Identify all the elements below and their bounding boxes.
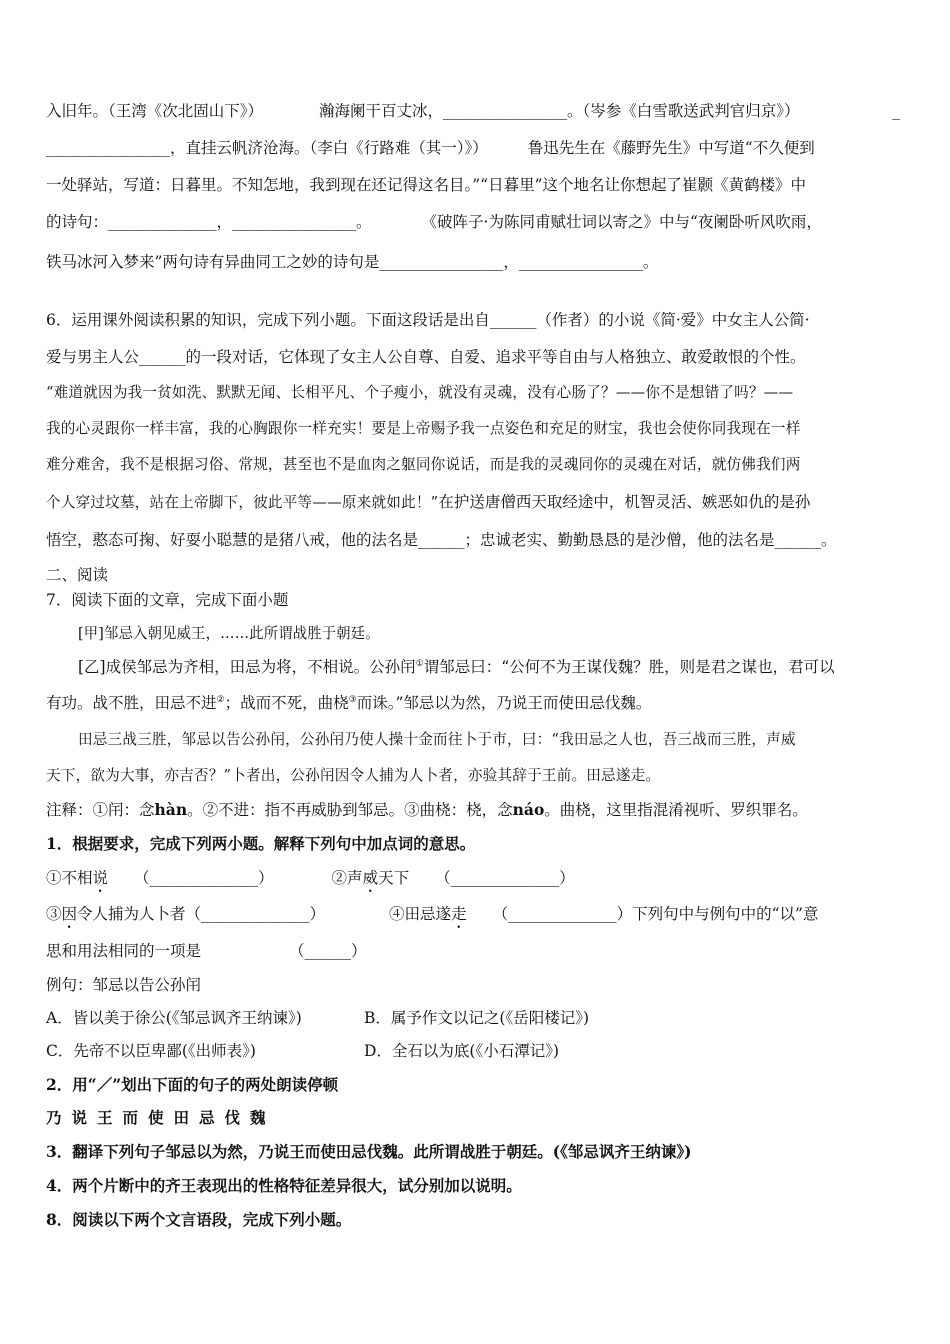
note-text: 。曲桡，这里指混淆视听、罗织罪名。 <box>544 801 808 819</box>
q6-line-5 <box>46 455 904 475</box>
footnote-mark: ② <box>216 694 225 705</box>
answer-blank: （______________） <box>435 869 575 887</box>
q7-text: [乙]成侯邹忌为齐相，田忌为将，不相说。公孙闬 <box>78 658 416 676</box>
q8-title <box>46 1210 904 1230</box>
pinyin: hàn <box>154 800 188 819</box>
q7-jia <box>78 624 920 644</box>
q5-line-4 <box>46 212 904 232</box>
q7-example <box>46 975 904 995</box>
footnote-mark: ① <box>415 658 424 669</box>
q6-line-6 <box>46 492 904 513</box>
item-text: 令人捕为人卜者（______________） <box>77 905 326 923</box>
q7-sub-4 <box>46 1176 904 1196</box>
section-title: 二、阅读 <box>46 566 109 584</box>
q7-sub-2 <box>46 1075 904 1095</box>
sub-question: 2．用“／”划出下面的句子的两处朗读停顿 <box>46 1075 339 1094</box>
footnote-mark: ③ <box>348 694 357 705</box>
q5-text: 的诗句：______________，________________。 <box>46 213 372 231</box>
q7-title <box>46 590 904 610</box>
q7-yi-line-2 <box>46 693 904 713</box>
q7-items-row-3 <box>46 941 904 961</box>
q7-note <box>46 800 904 820</box>
q7-text: ；战而不死，曲桡 <box>224 694 349 712</box>
q6-text: 爱与男主人公______的一段对话，它体现了女主人公自尊、自爱、追求平等自由与人格独立、敢爱敢恨的个性。 <box>46 348 806 366</box>
item-text: 思和用法相同的一项是 <box>46 942 202 960</box>
q7-text: [甲]邹忌入朝见威王，……此所谓战胜于朝廷。 <box>78 625 380 642</box>
q5-text: 鲁迅先生在《藤野先生》中写道“不久便到 <box>527 139 815 157</box>
q5-text: 铁马冰河入梦来”两句诗有异曲同工之妙的诗句是________________，________________。 <box>46 253 659 271</box>
q7-text: 有功。战不胜，田忌不进 <box>46 694 217 712</box>
q6-line-3 <box>46 383 904 403</box>
sentence-text: 乃说王而使田忌伐魏 <box>46 1108 276 1127</box>
option-b: B．属予作文以记之(《岳阳楼记》) <box>364 1009 589 1027</box>
q7-text: 天下，欲为大事，亦吉否？”卜者出，公孙闬因令人捕为人卜者，亦验其辞于王前。田忌遂走。 <box>46 767 661 784</box>
item-text: ①不相 <box>46 869 93 887</box>
q5-blank: _ <box>892 102 900 120</box>
q8-text: 8．阅读以下两个文言语段，完成下列小题。 <box>46 1210 352 1229</box>
option-d: D．全石以为底(《小石潭记》) <box>364 1042 560 1060</box>
q7-sub-1 <box>46 834 904 854</box>
q5-line-3 <box>46 175 904 195</box>
q5-text: 一处驿站，写道：日暮里。不知怎地，我到现在还记得这名目。”“日暮里”这个地名让你想起了崔颢《黄鹤楼》中 <box>46 176 807 194</box>
sub-question: 1．根据要求，完成下列两小题。解释下列句中加点词的意思。 <box>46 834 476 853</box>
q7-yi-line-1 <box>78 657 904 677</box>
item-text: （______________）下列句中与例句中的“以”意 <box>492 905 819 923</box>
q7-text: 谓邹忌曰：“公何不为王谋伐魏？胜，则是君之谋也，君可以 <box>423 658 835 676</box>
pinyin: náo <box>512 800 545 819</box>
dotted-word: 走 <box>451 905 467 923</box>
example-text: 例句：邹忌以告公孙闬 <box>46 976 202 994</box>
item-text: 天下 <box>378 869 410 887</box>
q7-sub-3 <box>46 1142 904 1162</box>
q5-text: 《破阵子·为陈同甫赋壮词以寄之》中与“夜阑卧听风吹雨， <box>421 213 822 231</box>
q7-text: 7．阅读下面的文章，完成下面小题 <box>46 591 289 609</box>
sub-question: 3．翻译下列句子邹忌以为然，乃说王而使田忌伐魏。此所谓战胜于朝廷。(《邹忌讽齐王纳谏》) <box>46 1142 692 1161</box>
answer-blank: （______） <box>289 942 367 960</box>
q7-text: 而诛。”邹忌以为然，乃说王而使田忌伐魏。 <box>356 694 652 712</box>
q7-text: 田忌三战三胜，邹忌以告公孙闬，公孙闬乃使人操十金而往卜于市，曰：“我田忌之人也，吾三战而三胜，声威 <box>78 731 796 748</box>
q5-line-5 <box>46 252 904 272</box>
q5-line-1 <box>46 101 904 121</box>
q5-line-2 <box>46 138 904 158</box>
dotted-word: 因 <box>61 905 78 923</box>
item-text: ③ <box>46 905 62 923</box>
q6-text: “难道就因为我一贫如洗、默默无闻、长相平凡、个子瘦小，就没有灵魂，没有心肠了？——你不是想错了吗？—— <box>46 384 794 401</box>
note-text: 。②不进：指不再威胁到邹忌。③曲桡：桡，念 <box>187 801 513 819</box>
option-a: A．皆以美于徐公(《邹忌讽齐王纳谏》) <box>46 1009 302 1027</box>
q7-options-cd <box>46 1041 904 1061</box>
q6-text: 6．运用课外阅读积累的知识，完成下列小题。下面这段话是出自______（作者）的小说《简·爱》中女主人公简· <box>46 311 810 329</box>
dotted-word: 说 <box>92 869 109 887</box>
q6-line-1 <box>46 310 904 330</box>
note-text: 注释：①闬：念 <box>46 801 155 819</box>
q7-p2-line-2 <box>46 766 904 786</box>
item-text: ④田忌遂 <box>389 905 452 923</box>
section-heading <box>46 565 904 585</box>
q7-items-row-1 <box>46 868 904 896</box>
q6-text: 在护送唐僧西天取经途中，机智灵活、嫉恶如仇的是孙 <box>438 493 811 511</box>
q5-text: ________________，直挂云帆济沧海。（李白《行路难（其一）》） <box>46 139 488 157</box>
answer-blank: （______________） <box>134 869 274 887</box>
q5-text: 瀚海阑干百丈冰，________________。（岑参《白雪歌送武判官归京》） <box>319 102 800 120</box>
option-c: C．先帝不以臣卑鄙(《出师表》) <box>46 1042 256 1060</box>
q6-text: 我的心灵跟你一样丰富，我的心胸跟你一样充实！要是上帝赐予我一点姿色和充足的财宝，我也会使你同我现在一样 <box>46 420 801 437</box>
q6-line-2 <box>46 347 904 367</box>
q6-text: 个人穿过坟墓，站在上帝脚下，彼此平等——原来就如此！” <box>46 494 439 511</box>
sub-question: 4．两个片断中的齐王表现出的性格特征差异很大，试分别加以说明。 <box>46 1176 522 1195</box>
item-text: ②声 <box>331 869 363 887</box>
q7-items-row-2 <box>46 904 904 932</box>
q5-text: 入旧年。（王湾《次北固山下》） <box>46 102 264 120</box>
q6-line-7 <box>46 530 904 550</box>
q7-sentence <box>46 1108 904 1128</box>
q6-line-4 <box>46 419 904 439</box>
q6-text: 悟空，憨态可掬、好耍小聪慧的是猪八戒，他的法名是______；忠诚老实、勤勤恳恳的是沙僧，他的法名是______。 <box>46 531 837 549</box>
dotted-word: 威 <box>362 869 379 887</box>
q6-text: 难分难舍，我不是根据习俗、常规，甚至也不是血肉之躯同你说话，而是我的灵魂同你的灵魂在对话，就仿佛我们两 <box>46 456 801 473</box>
q7-options-ab <box>46 1008 904 1028</box>
q7-p2-line-1 <box>78 730 904 750</box>
